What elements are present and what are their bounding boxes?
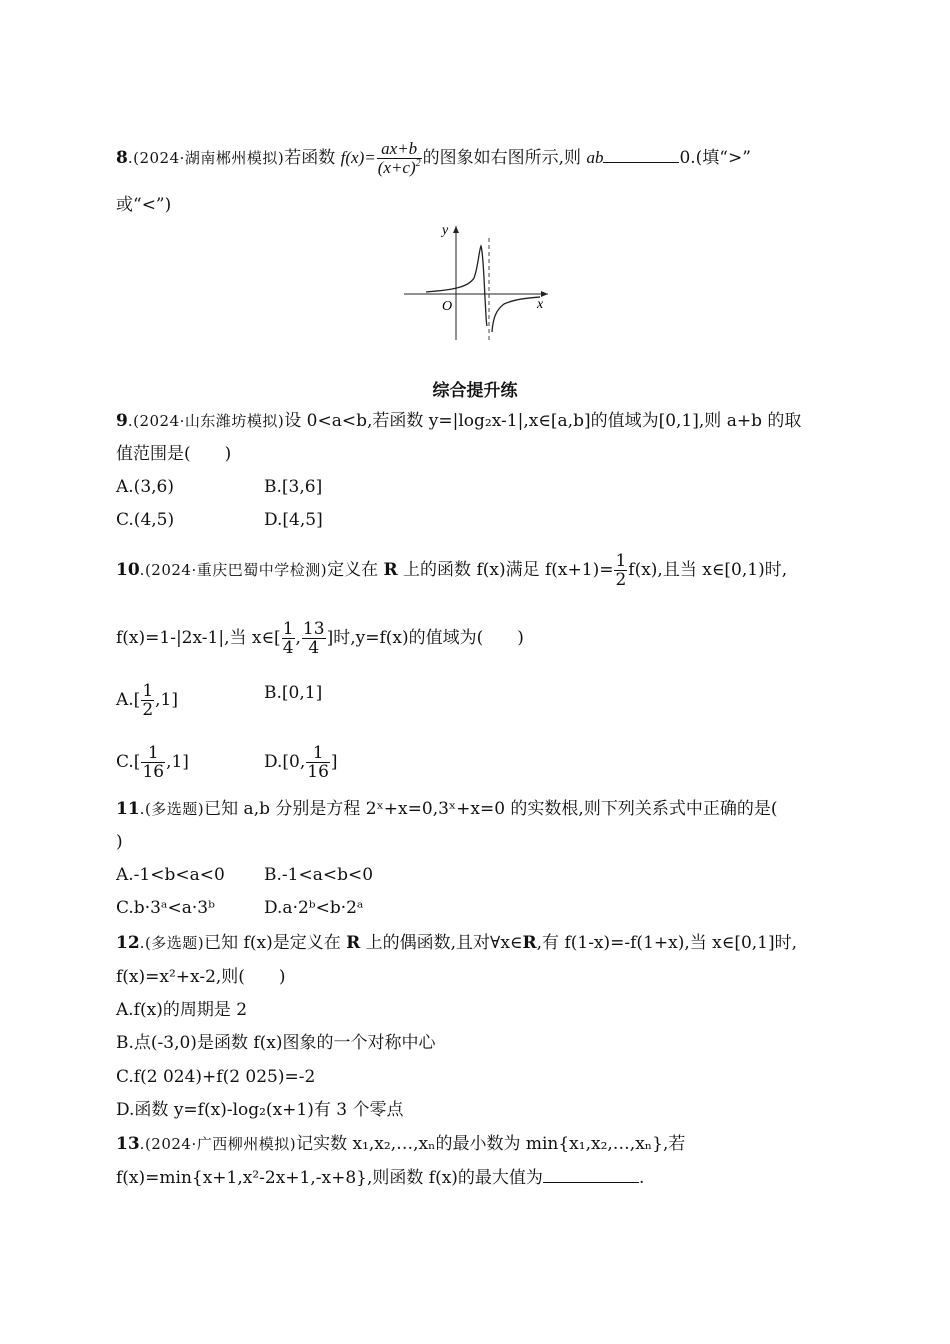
q10-text2: 上的函数 f(x)满足 f(x+1)= xyxy=(397,560,614,580)
q10-option-c[interactable] xyxy=(116,743,189,782)
graph-x-label: x xyxy=(537,297,544,312)
q8-text3: 0.(填“>” xyxy=(679,148,751,168)
q12-line2: f(x)=x²+x-2,则( ) xyxy=(116,967,286,987)
q9-line1 xyxy=(116,410,801,432)
q11-option-c[interactable]: C.b·3ᵃ<a·3ᵇ xyxy=(116,898,215,918)
q10-option-b[interactable]: B.[0,1] xyxy=(264,683,323,703)
q13-line1 xyxy=(116,1133,685,1155)
q13-number: 13 xyxy=(116,1134,140,1154)
q10-optC-post: ,1] xyxy=(166,752,189,772)
q10-optA-pre: A.[ xyxy=(116,690,141,710)
q10-text3: f(x),且当 x∈[0,1)时, xyxy=(628,560,788,580)
q9-options-row2 xyxy=(116,509,323,531)
q8-source: .(2024·湖南郴州模拟) xyxy=(127,149,285,167)
q10-optC-fraction xyxy=(141,744,165,781)
q8-number: 8 xyxy=(116,148,128,168)
q12-text-b: 上的偶函数,且对∀x∈ xyxy=(360,933,523,953)
q10-source: .(2024·重庆巴蜀中学检测) xyxy=(139,561,328,579)
q10-optA-post: ,1] xyxy=(155,690,179,710)
q13-line2 xyxy=(116,1167,644,1189)
q11-options-row2 xyxy=(116,897,364,919)
q10-half-fraction xyxy=(614,552,627,589)
q10-options-row1 xyxy=(116,681,323,720)
q10-line1 xyxy=(116,552,787,589)
q8-text2: 的图象如右图所示,则 xyxy=(422,148,587,168)
q12-option-b[interactable]: B.点(-3,0)是函数 f(x)图象的一个对称中心 xyxy=(116,1033,436,1053)
q8-frac-denominator xyxy=(377,158,422,177)
q8-fraction xyxy=(377,140,422,177)
q9-text: 设 0<a<b,若函数 y=|log₂x-1|,x∈[a,b]的值域为[0,1],则 a+b 的取 xyxy=(284,411,802,431)
q10-line2-tail: ]时,y=f(x)的值域为( ) xyxy=(326,628,524,648)
q10-optA-fraction xyxy=(141,682,154,719)
q10-optA-den: 2 xyxy=(142,700,154,720)
q10-line2-text: f(x)=1-|2x-1|,当 x∈[ xyxy=(116,628,281,648)
q10-fraction-2 xyxy=(302,620,326,657)
q10-line2 xyxy=(116,620,524,657)
q11-number: 11 xyxy=(116,799,140,819)
q10-optA-num: 1 xyxy=(142,681,154,701)
q12-option-a[interactable]: A.f(x)的周期是 2 xyxy=(116,1000,248,1020)
q8-line2: 或“<”) xyxy=(116,195,172,215)
q10-option-d[interactable] xyxy=(264,744,338,781)
q8-function: f(x)= xyxy=(340,148,376,167)
q12-source: .(多选题) xyxy=(139,934,205,952)
q10-comma: , xyxy=(295,628,301,648)
q11-source: .(多选题) xyxy=(139,800,205,818)
q9-source: .(2024·山东潍坊模拟) xyxy=(127,412,285,430)
section-heading: 综合提升练 xyxy=(432,381,518,401)
q10-f2-num: 13 xyxy=(302,619,325,639)
q10-options-row2 xyxy=(116,743,338,782)
q11-text: 已知 a,b 分别是方程 2ˣ+x=0,3ˣ+x=0 的实数根,则下列关系式中正确的是( xyxy=(204,799,778,819)
q12-real-set-1: R xyxy=(346,933,361,953)
q12-text-c: ,有 f(1-x)=-f(1+x),当 x∈[0,1]时, xyxy=(536,933,798,953)
q9-option-c[interactable]: C.(4,5) xyxy=(116,510,175,530)
q10-half-num: 1 xyxy=(615,551,627,571)
q13-text: 记实数 x₁,x₂,…,xₙ的最小数为 min{x₁,x₂,…,xₙ},若 xyxy=(296,1134,686,1154)
q11-option-b[interactable]: B.-1<a<b<0 xyxy=(264,865,374,885)
graph-y-label: y xyxy=(442,223,449,238)
graph-origin-label: O xyxy=(442,299,453,314)
q10-text1: 定义在 xyxy=(327,560,384,580)
q8-frac-den-base: (x+c) xyxy=(377,158,416,177)
q8-answer-blank[interactable] xyxy=(603,148,679,163)
q10-f1-den: 4 xyxy=(282,638,294,658)
q10-optC-den: 16 xyxy=(142,762,165,782)
q11-line1 xyxy=(116,798,777,820)
q9-number: 9 xyxy=(116,411,128,431)
q9-option-a[interactable]: A.(3,6) xyxy=(116,477,174,497)
q11-option-a[interactable]: A.-1<b<a<0 xyxy=(116,865,225,885)
q10-number: 10 xyxy=(116,560,140,580)
q9-line2: 值范围是( ) xyxy=(116,444,232,464)
q8-line1 xyxy=(116,140,751,177)
q13-line2-end: . xyxy=(638,1168,645,1188)
q12-number: 12 xyxy=(116,933,140,953)
q8-ab: ab xyxy=(586,148,604,167)
q11-line2: ) xyxy=(116,832,123,852)
q8-text: 若函数 xyxy=(284,148,341,168)
q12-option-d[interactable]: D.函数 y=f(x)-log₂(x+1)有 3 个零点 xyxy=(116,1100,404,1120)
q10-optC-pre: C.[ xyxy=(116,752,141,772)
q13-source: .(2024·广西柳州模拟) xyxy=(139,1135,297,1153)
q11-options-row1 xyxy=(116,864,374,886)
q10-optD-pre: D.[0, xyxy=(264,752,306,772)
q9-options-row1 xyxy=(116,476,323,498)
q12-option-c[interactable]: C.f(2 024)+f(2 025)=-2 xyxy=(116,1067,316,1087)
q8-frac-den-exp: 2 xyxy=(415,158,421,169)
q12-text-a: 已知 f(x)是定义在 xyxy=(204,933,347,953)
q10-f1-num: 1 xyxy=(282,619,294,639)
q12-real-set-2: R xyxy=(522,933,537,953)
q10-optD-fraction xyxy=(306,744,330,781)
q10-optD-num: 1 xyxy=(312,743,324,763)
q9-option-d[interactable]: D.[4,5] xyxy=(264,510,323,530)
q13-line2-text: f(x)=min{x+1,x²-2x+1,-x+8},则函数 f(x)的最大值为 xyxy=(116,1168,543,1188)
q10-fraction-1 xyxy=(282,620,295,657)
q10-optC-num: 1 xyxy=(147,743,159,763)
q10-optD-den: 16 xyxy=(307,762,329,782)
q13-answer-blank[interactable] xyxy=(543,1168,639,1183)
q11-option-d[interactable]: D.a·2ᵇ<b·2ᵃ xyxy=(264,898,364,918)
q10-option-a[interactable] xyxy=(116,681,179,720)
q8-function-graph xyxy=(400,218,556,344)
q10-optD-post: ] xyxy=(330,752,338,772)
q10-half-den: 2 xyxy=(615,570,627,590)
q10-f2-den: 4 xyxy=(302,638,326,657)
q9-option-b[interactable]: B.[3,6] xyxy=(264,477,323,497)
q10-real-set: R xyxy=(383,560,398,580)
q12-line1 xyxy=(116,932,797,954)
q8-frac-numerator: ax+b xyxy=(381,139,418,158)
